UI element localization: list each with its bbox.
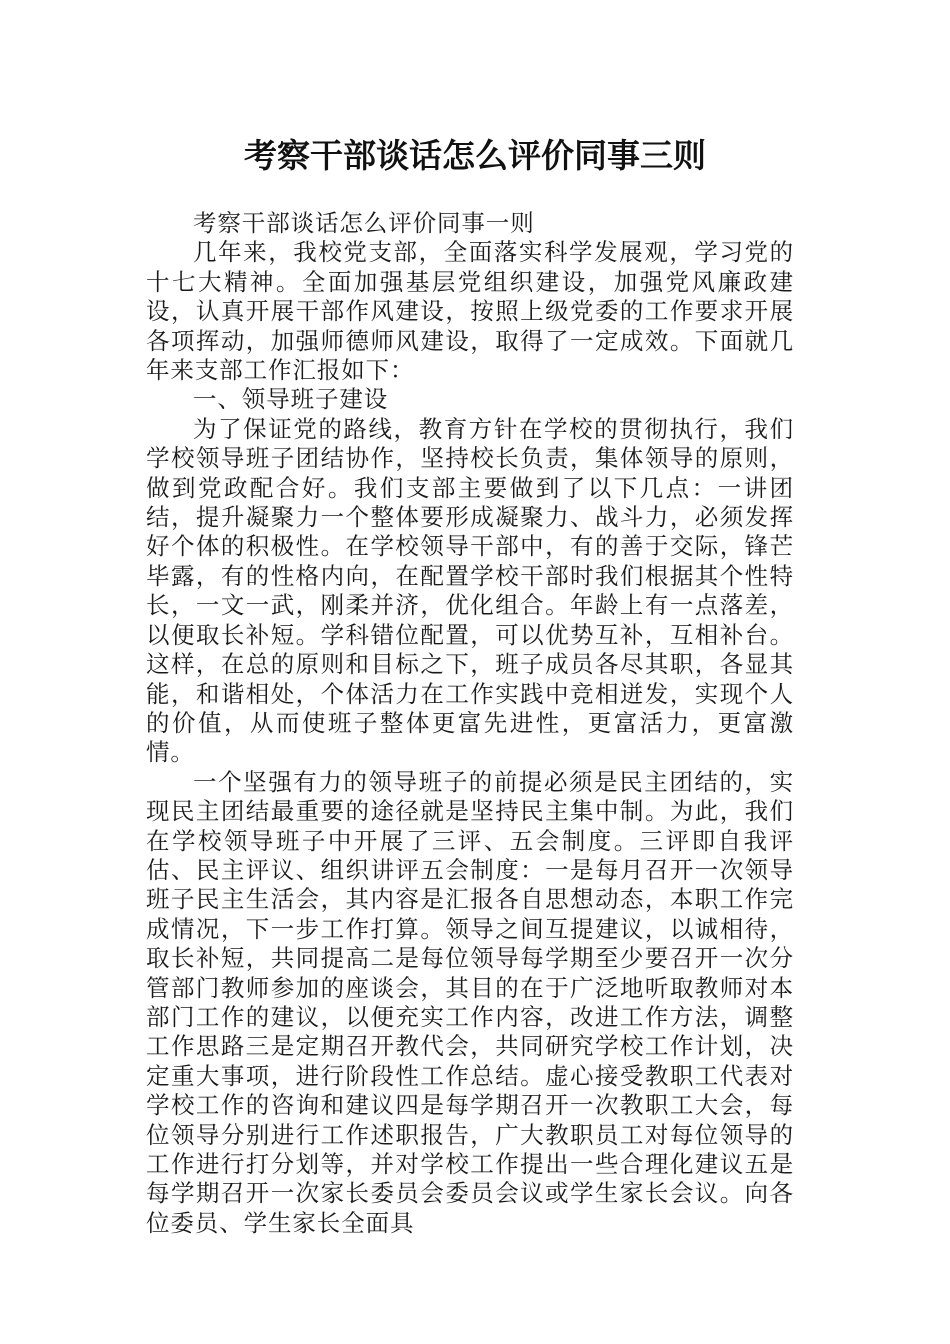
section-heading-one: 考察干部谈话怎么评价同事一则 [193,209,535,237]
paragraph-leadership: 为了保证党的路线，教育方针在学校的贯彻执行，我们学校领导班子团结协作，坚持校长负责，集体领导的原则，做到党政配合好。我们支部主要做到了以下几点：一讲团结，提升凝聚力一个整体要形成凝聚力、战斗力，必须发挥好个体的积极性。在学校领导干部中，有的善于交际，锋芒毕露，有的性格内向，在配置学校干部时我们根据其个性特长，一文一武，刚柔并济，优化组合。年龄上有一点落差，以便取长补短。学科错位配置，可以优势互补，互相补台。这样，在总的原则和目标之下，班子成员各尽其职，各显其能，和谐相处，个体活力在工作实践中竞相迸发，实现个人的价值，从而使班子整体更富先进性，更富活力，更富激情。 [146,414,794,767]
section-heading-leadership: 一、领导班子建设 [193,385,389,414]
paragraph-democracy: 一个坚强有力的领导班子的前提必须是民主团结的，实现民主团结最重要的途径就是坚持民主集中制。为此，我们在学校领导班子中开展了三评、五会制度。三评即自我评估、民主评议、组织讲评五会制度：一是每月召开一次领导班子民主生活会，其内容是汇报各自思想动态，本职工作完成情况，下一步工作打算。领导之间互提建议，以诚相待，取长补短，共同提高二是每位领导每学期至少要召开一次分管部门教师参加的座谈会，其目的在于广泛地听取教师对本部门工作的建议，以便充实工作内容，改进工作方法，调整工作思路三是定期召开教代会，共同研究学校工作计划，决定重大事项，进行阶段性工作总结。虚心接受教职工代表对学校工作的咨询和建议四是每学期召开一次教职工大会，每位领导分别进行工作述职报告，广大教职员工对每位领导的工作进行打分划等，并对学校工作提出一些合理化建议五是每学期召开一次家长委员会委员会议或学生家长会议。向各位委员、学生家长全面具 [146,767,794,1237]
document-title: 考察干部谈话怎么评价同事三则 [244,136,706,175]
paragraph-intro: 几年来，我校党支部，全面落实科学发展观，学习党的十七大精神。全面加强基层党组织建设，加强党风廉政建设，认真开展干部作风建设，按照上级党委的工作要求开展各项挥动，加强师德师风建设，取得了一定成效。下面就几年来支部工作汇报如下： [146,238,794,385]
document-body [146,209,794,1238]
